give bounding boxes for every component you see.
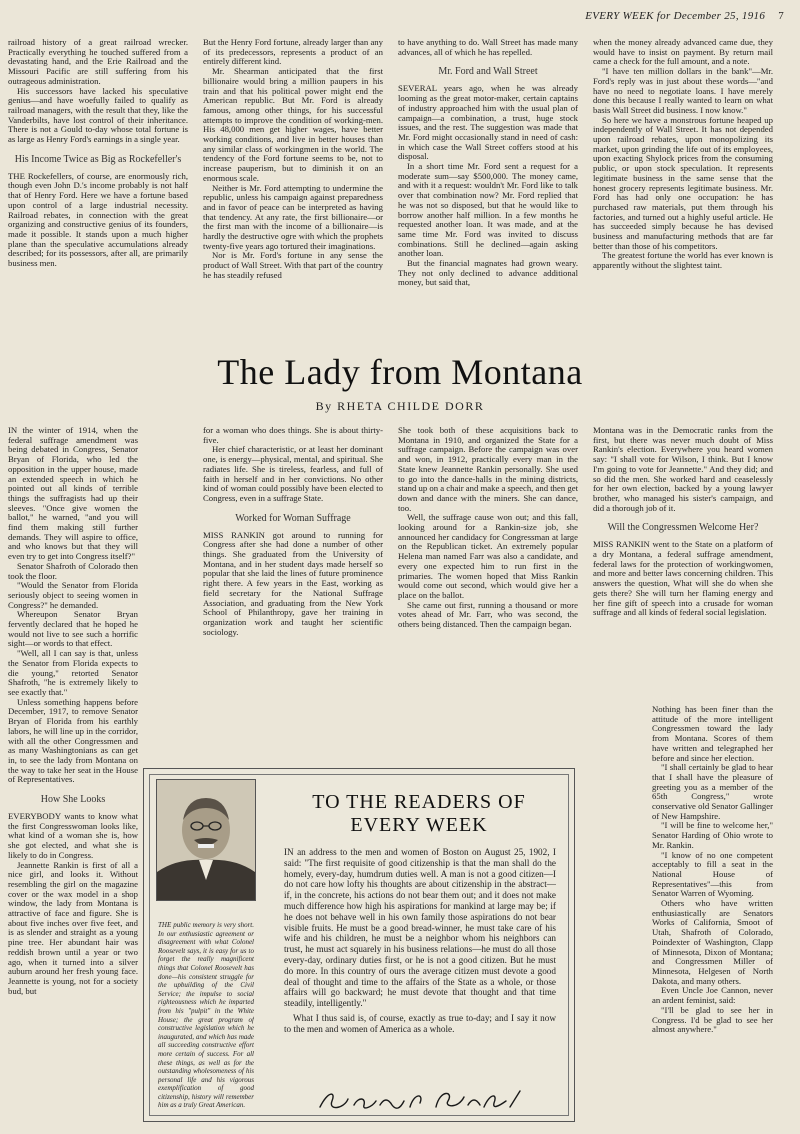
box-body (284, 847, 556, 1035)
paragraph: EVERYBODY wants to know what the first Congresswoman looks like, what kind of a woman she is, how she got elected, and what she is likely to do in Congress. (8, 811, 138, 860)
paragraph: Nothing has been finer than the attitude of the more intelligent Congressmen toward the lady from Montana. Scores of them have written and telegraphed her before and since her election. (652, 705, 773, 763)
top-column-2 (203, 38, 383, 368)
paragraph: What I thus said is, of course, exactly as true to-day; and I say it now to the men and women of America as a whole. (284, 1012, 556, 1034)
paragraph: railroad history of a great railroad wrecker. Practically everything he touched suffered from a devastating hand, and the Erie Railroad and the Missouri Pacific are still suffering from his outrageous administration. (8, 38, 188, 86)
paragraph: "Would the Senator from Florida seriously object to seeing women in Congress?" he demanded. (8, 580, 138, 610)
article-column-1 (8, 426, 138, 1126)
article-column-3 (398, 426, 578, 761)
paragraph: But the Henry Ford fortune, already larger than any of its predecessors, represents a product of an entirely different kind. (203, 38, 383, 67)
paragraph: In a short time Mr. Ford sent a request for a moderate sum—say $500,000. The money came, and with it a request: wouldn't Mr. Ford like to talk over that combination now? Mr. Ford replied that he was not so disposed, but that he would like to borrow another half million. In a few months he requested another loan. It was made, and at the same time Mr. Ford was invited to discuss combinations. Still he declined—again asking another loan. (398, 161, 578, 259)
paragraph: Unless something happens before December, 1917, to remove Senator Bryan of Florida from his earthly labors, he will line up in the corridor, with all the other Congressmen and as many Washingtonians as can get in, to see the lady from Montana on the way to take her seat in the House of Representatives. (8, 696, 138, 785)
portrait-illustration-icon (157, 780, 255, 900)
article-byline: By RHETA CHILDE DORR (315, 399, 485, 413)
paragraph: Neither is Mr. Ford attempting to undermine the republic, unless his campaign against preparedness and in favor of peace can be interpreted as having that tendency. At any rate, the first billionaire—or the first man with the income of a billionaire—is hardly the destructive ogre with which the prophets twenty-five years ago tortured their imaginations. (203, 182, 383, 251)
paragraph: She came out first, running a thousand or more votes ahead of Mr. Farr, who was second, the others being distanced. Then the campaign began. (398, 599, 578, 630)
subheading: Worked for Woman Suffrage (235, 512, 351, 524)
box-title-line-2: EVERY WEEK (350, 814, 488, 836)
subheading: Mr. Ford and Wall Street (438, 66, 538, 78)
article-column-2 (203, 426, 383, 761)
paragraph: Montana was in the Democratic ranks from the first, but there was never much doubt of Miss Rankin's election. Everywhere you heard women say: "I shall vote for Wilson, I think. But I know I'm going to vote for Jeannette." And they did; and so did the men. She worked hard and ceaselessly for her own election, backed by a young lawyer brother, who managed his sister's campaign, and did a thorough job of it. (593, 426, 773, 513)
paragraph: Mr. Shearman anticipated that the first billionaire would bring a million paupers in his train and that his political power might end the American republic. But Mr. Ford is already famous, among other things, for his successful attempts to improve the condition of working-men. His 48,000 men get higher wages, have better working conditions, and live in better houses than any similar class of workingmen in the world. The tendency of the Ford fortune seems to be, not to increase pauperism, but to diminish it on an enormous scale. (203, 66, 383, 183)
paragraph: Even Uncle Joe Cannon, never an ardent feminist, said: (652, 985, 773, 1006)
signature-icon (314, 1087, 534, 1115)
paragraph: Senator Shafroth of Colorado then took the floor. (8, 560, 138, 581)
paragraph: Jeannette Rankin is first of all a nice girl, and looks it. Without resembling the girl on the magazine cover or the wax model in a shop window, the lady from Montana is attractive of face and figure. She is about five inches over five feet, and is as slender and straight as a young pine tree. Her abundant hair was reddish brown until a year or two ago, when it turned into a silver auburn around her fresh young face. Jeannette is young, not for a society bud, but (8, 859, 138, 996)
portrait-image (156, 779, 256, 901)
paragraph: to have anything to do. Wall Street has made many advances, all of which he has repelled. (398, 38, 578, 57)
paragraph: IN the winter of 1914, when the federal suffrage amendment was being debated in Congress, Senator Bryan of Florida, who led the opposition in the upper house, made an extended speech in which he pointed out all kinds of terrible things the suffragists had up their sleeves. "Once give women the ballot," he warned, "and you will find them making still further demands. They will aspire to office, and who knows but that they will even try to get into Congress itself?" (8, 426, 138, 562)
paragraph: But the financial magnates had grown weary. They not only declined to advance additional money, but said that, (398, 258, 578, 288)
subheading: How She Looks (40, 794, 106, 806)
paragraph: "Well, all I can say is that, unless the Senator from Florida expects to die young," retorted Senator Shafroth, "he is extremely likely to see exactly that." (8, 648, 138, 697)
paragraph: Nor is Mr. Ford's fortune in any sense the product of Wall Street. With that part of the country he has steadily refused (203, 250, 383, 280)
subheading: Will the Congressmen Welcome Her? (607, 522, 759, 534)
paragraph: His successors have lacked his speculative genius—and have woefully failed to qualify as railroad managers, with the result that they, like the Vanderbilts, have lost control of their inheritance. There is not a Gould to-day whose total fortune is as large as Henry Ford's earnings in a single year. (8, 85, 188, 145)
article-column-4-continued (652, 705, 773, 1125)
paragraph: Others who have written enthusiastically are Senators Works of California, Smoot of Utah, Shafroth of Colorado, Poindexter of Washington, Clapp of Minnesota, Dixon of Montana; and Congressmen Miller of Minnesota, Helgesen of North Dakota, and many others. (652, 898, 773, 986)
paragraph: "I know of no one competent acceptably to fill a seat in the National House of Representatives"—this from Senator Warren of Wyoming. (652, 849, 773, 899)
paragraph: SEVERAL years ago, when he was already looming as the great motor-maker, certain captains of industry approached him with the usual plan of campaign—a combination, a trust, huge stock issues, and the rest. The suggestion was made that Mr. Ford might occasionally stand in need of cash: in which case the Wall Street coffers stood at his disposal. (398, 83, 578, 162)
readers-message-box (143, 768, 575, 1122)
page-number: 7 (778, 10, 784, 22)
top-column-4 (593, 38, 773, 368)
box-title (284, 791, 554, 837)
paragraph: Well, the suffrage cause won out; and this fall, looking around for a Rankin-size job, she announced her candidacy for Congressman at large on the Republican ticket. An extremely popular Helena man named Farr was also a candidate, and every one expected him to run first in the primaries. The women hoped that Miss Rankin would come out second, which would give her a place on the ballot. (398, 512, 578, 600)
paragraph: "I have ten million dollars in the bank"—Mr. Ford's reply was in just about these words—"and have no need to negotiate loans. I have merely done this because I really wanted to learn on what basis Wall Street did business. I now know." (593, 66, 773, 115)
box-title-line-1: TO THE READERS OF (312, 791, 526, 813)
portrait-caption: THE public memory is very short. In our enthusiastic agreement or disagreement with what Colonel Roosevelt says, it is easy for us to forget the really magnificent things that Colonel Roosevelt has done—his consistent struggle for the upbuilding of the Civil Service; the impulse to social righteousness which he imparted from his "pulpit" in the White House; the great program of constructive legislation which he inaugurated, and which has made all succeeding constructive effort more certain of success. For all these things, as well as for the outstanding wholesomeness of his personal life and his vigorous exemplification of good citizenship, history will remember him as a truly Great American. (158, 921, 254, 1110)
paragraph: "I shall certainly be glad to hear that I shall have the pleasure of greeting you as a member of the 65th Congress," wrote conservative old Senator Gallinger of New Hampshire. (652, 762, 773, 821)
page-header (585, 10, 784, 22)
paragraph: IN an address to the men and women of Boston on August 25, 1902, I said: "The first requisite of good citizenship is that the man shall do the homely, every-day, humdrum duties well. A man is not a good citizen—I do not care how lofty his thoughts are about citizenship in the abstract—if, in the concrete, his actions do not bear them out; and it does not make much difference how high his aspirations for mankind at large may be; if he does not behave well in his own family those aspirations do not bear visible fruits. He must be a good bread-winner, he must take care of his wife and his children, he must be a neighbor whom his neighbors can trust, he must act squarely in his business relations—he must do all those every-day, ordinary duties first, or he is not a good citizen. But he must do more. In this country of ours the average citizen must devote a good deal of thought and time to the affairs of the State as a whole, or those affairs will go backward; he must devote that thought and that time steadily, intelligently." (284, 847, 556, 1009)
paragraph: "I will be fine to welcome her," Senator Harding of Ohio wrote to Mr. Rankin. (652, 820, 773, 850)
article-title: The Lady from Montana (217, 352, 583, 392)
paragraph: Her chief characteristic, or at least her dominant one, is energy—physical, mental, and spiritual. She radiates life. She is tireless, fearless, and full of faith in herself and in her convictions. No other kind of woman could possibly have been elected to Congress, even in a suffrage State. (203, 444, 383, 503)
paragraph: The greatest fortune the world has ever known is apparently without the slightest taint. (593, 250, 773, 271)
top-column-1 (8, 38, 188, 368)
article-column-4 (593, 426, 773, 701)
paragraph: MISS RANKIN got around to running for Congress after she had done a number of other things. She graduated from the University of Montana, and in her student days made herself so popular that she laid the lines of future prominence right there. A few years in the East, working as field secretary for the National Suffrage Association, and graduating from the New York School of Philanthropy, gave her training in organization work and taught her scientific sociology. (203, 529, 383, 637)
paragraph: MISS RANKIN went to the State on a platform of a dry Montana, a federal suffrage amendment, federal laws for the protection of workingwomen, and more and better laws concerning children. This answers the question, What will she do when she gets there? She will turn her flaming energy and her fine gift of speech into a crusade for woman suffrage and all kinds of federal social legislation. (593, 539, 773, 618)
paragraph: Whereupon Senator Bryan fervently declared that he hoped he would not live to see such a horrific sight—or words to that effect. (8, 609, 138, 649)
paragraph: THE Rockefellers, of course, are enormously rich, though even John D.'s income probably is not half that of Henry Ford. Here we have a fortune based upon control of a large industrial necessity. Railroad rebates, in connection with the great organizing and constructive genius of its founders, made it possible. It stands upon a much higher plane than the speculative accumulations already described; for its possessors, after all, are primarily business men. (8, 170, 188, 269)
paragraph: "I'll be glad to see her in Congress. I'd be glad to see her almost anywhere." (652, 1004, 773, 1035)
paragraph: when the money already advanced came due, they would have to insist on payment. By return mail came a check for the full amount, and a note. (593, 38, 773, 67)
paragraph: for a woman who does things. She is about thirty-five. (203, 426, 383, 445)
header-title: EVERY WEEK for December 25, 1916 (585, 10, 766, 22)
top-column-3 (398, 38, 578, 368)
paragraph: So here we have a monstrous fortune heaped up independently of Wall Street. It has not depended upon railroad rebates, upon monopolizing its market, upon grinding the life out of its employees, upon exacting Shylock prices from the consuming public, or upon stock speculation. It represents legitimate business in the same sense that the honest grocery represents legitimate business. Mr. Ford has had only one occupation: he has purchased raw materials, put them through his factories, and turned out a highly useful article. He has succeeded simply because he has devised business and manufacturing methods that are far better than those of his competitors. (593, 114, 773, 251)
subheading: His Income Twice as Big as Rockefeller's (14, 153, 182, 165)
paragraph: She took both of these acquisitions back to Montana in 1910, and organized the State for a suffrage campaign. Before the campaign was over and won, in 1912, practically every man in the State knew Jeannette Rankin personally. She used to go into the dance-halls in the mining districts, stand up on a chair and make a speech, and then get down and dance with the miners. She can dance, too. (398, 426, 578, 513)
